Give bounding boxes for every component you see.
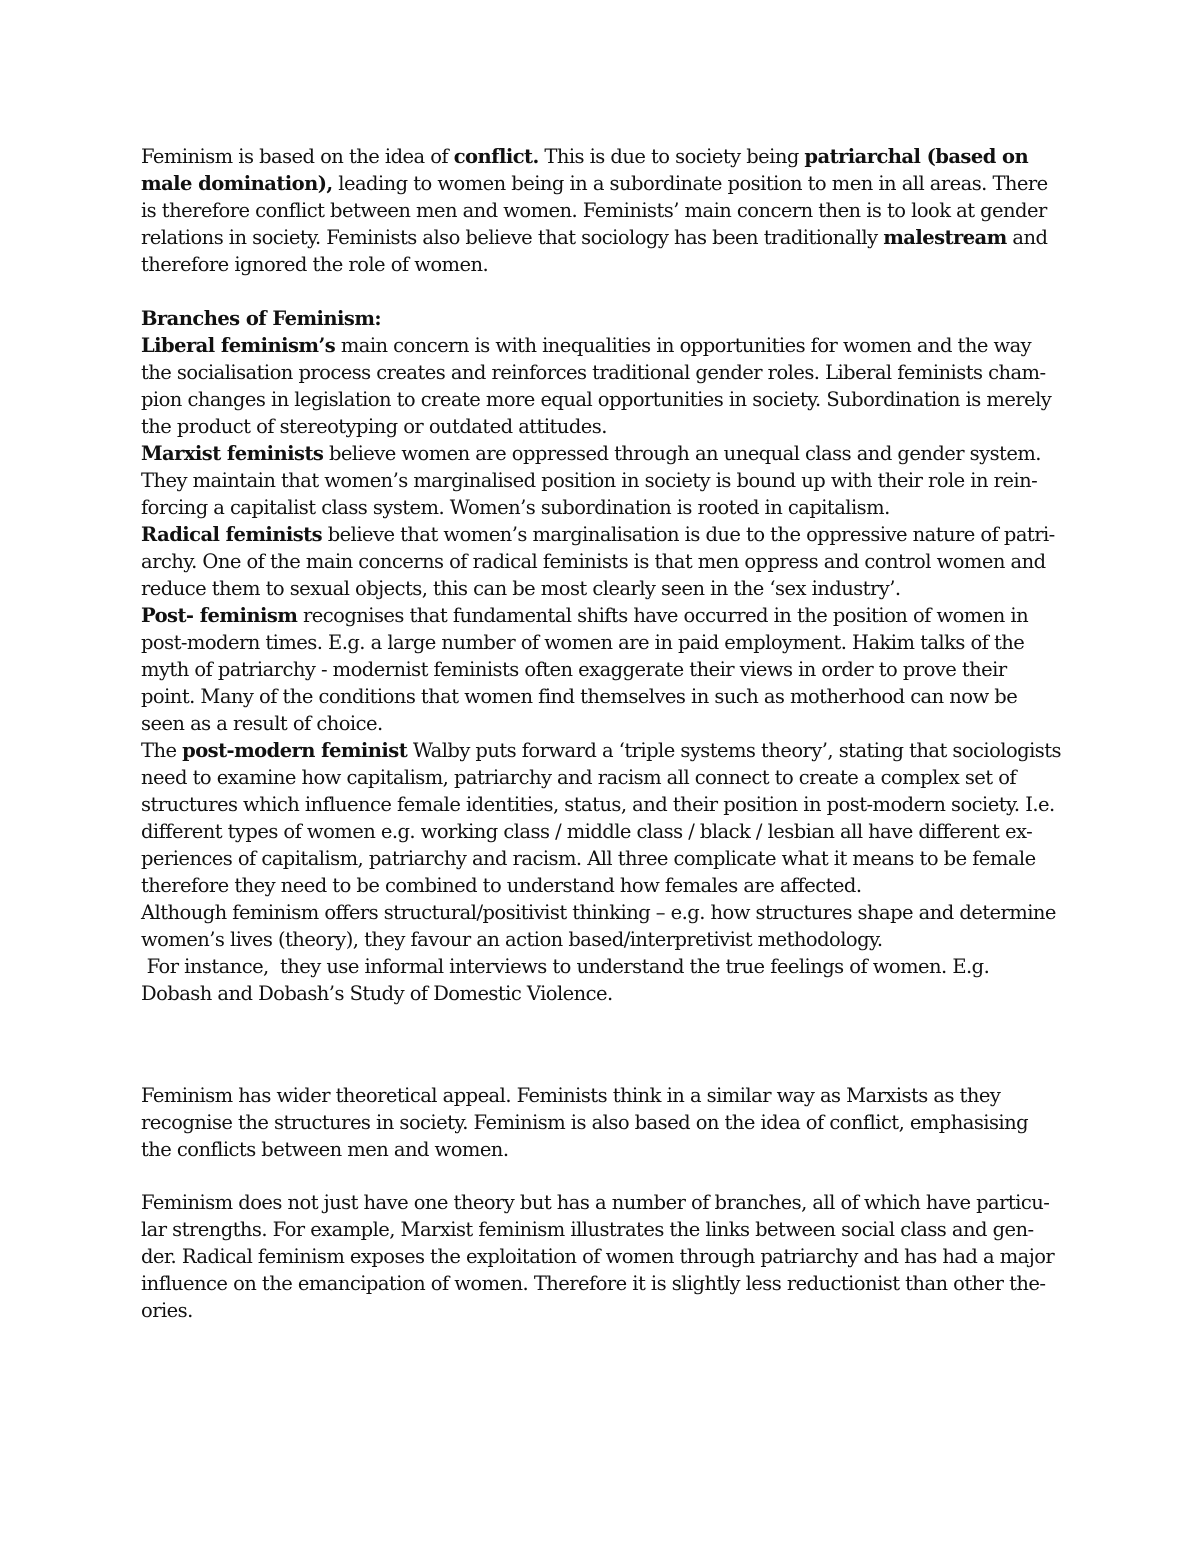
branches-line: [141, 953, 1071, 980]
branches-line: [141, 602, 1071, 629]
bold-text: Liberal feminism’s: [141, 334, 336, 357]
branches-line: [141, 872, 1071, 899]
text-run: the conflicts between men and women.: [141, 1138, 509, 1161]
intro-line: [141, 224, 1071, 251]
bold-text: conflict.: [453, 145, 539, 168]
text-run: periences of capitalism, patriarchy and racism. All three complicate what it means to be female: [141, 847, 1036, 870]
branches-line: [141, 710, 1071, 737]
branches-line: [141, 386, 1071, 413]
text-run: need to examine how capitalism, patriarchy and racism all connect to create a complex set of: [141, 766, 1017, 789]
text-run: and: [1006, 226, 1048, 249]
text-run: leading to women being in a subordinate position to men in all areas. There: [332, 172, 1048, 195]
text-run: They maintain that women’s marginalised position in society is bound up with their role in rein-: [141, 469, 1038, 492]
text-run: pion changes in legislation to create more equal opportunities in society. Subordination is merely: [141, 388, 1052, 411]
branches-line: [141, 845, 1071, 872]
text-run: different types of women e.g. working class / middle class / black / lesbian all have different ex-: [141, 820, 1033, 843]
strengths-line: [141, 1189, 1071, 1216]
text-run: point. Many of the conditions that women find themselves in such as motherhood can now be: [141, 685, 1018, 708]
intro-line: [141, 197, 1071, 224]
intro-line: [141, 170, 1071, 197]
text-run: ories.: [141, 1299, 193, 1322]
bold-text: patriarchal (based on: [804, 145, 1029, 168]
text-run: the socialisation process creates and reinforces traditional gender roles. Liberal feminists cham-: [141, 361, 1046, 384]
bold-text: male domination),: [141, 172, 333, 195]
bold-text: Post- feminism: [141, 604, 298, 627]
intro-line: [141, 251, 1071, 278]
branches-line: [141, 656, 1071, 683]
text-run: Feminism has wider theoretical appeal. Feminists think in a similar way as Marxists as they: [141, 1084, 1001, 1107]
text-run: Feminism is based on the idea of: [141, 145, 454, 168]
bold-text: malestream: [883, 226, 1007, 249]
branches-line: [141, 629, 1071, 656]
branches-line: [141, 737, 1071, 764]
text-run: Feminism does not just have one theory but has a number of branches, all of which have particu-: [141, 1191, 1050, 1214]
branches-line: [141, 683, 1071, 710]
branches-line: [141, 899, 1071, 926]
text-run: Although feminism offers structural/positivist thinking – e.g. how structures shape and determine: [141, 901, 1056, 924]
text-run: archy. One of the main concerns of radical feminists is that men oppress and control women and: [141, 550, 1046, 573]
text-run: recognise the structures in society. Feminism is also based on the idea of conflict, emphasising: [141, 1111, 1029, 1134]
text-run: myth of patriarchy - modernist feminists often exaggerate their views in order to prove their: [141, 658, 1007, 681]
branches-line: [141, 467, 1071, 494]
branches-line: [141, 980, 1071, 1007]
text-run: main concern is with inequalities in opportunities for women and the way: [335, 334, 1032, 357]
branches-line: [141, 764, 1071, 791]
text-run: post-modern times. E.g. a large number of women are in paid employment. Hakim talks of the: [141, 631, 1025, 654]
text-run: seen as a result of choice.: [141, 712, 383, 735]
text-run: der. Radical feminism exposes the exploitation of women through patriarchy and has had a major: [141, 1245, 1055, 1268]
appeal-paragraph: [141, 1082, 1071, 1163]
branches-line: [141, 440, 1071, 467]
appeal-line: [141, 1109, 1071, 1136]
branches-line: [141, 548, 1071, 575]
strengths-line: [141, 1270, 1071, 1297]
text-run: recognises that fundamental shifts have occurred in the position of women in: [297, 604, 1029, 627]
text-run: Dobash and Dobash’s Study of Domestic Violence.: [141, 982, 613, 1005]
bold-text: post-modern feminist: [182, 739, 408, 762]
branches-line: [141, 575, 1071, 602]
branches-line: [141, 521, 1071, 548]
strengths-line: [141, 1243, 1071, 1270]
text-run: therefore ignored the role of women.: [141, 253, 489, 276]
branches-line: [141, 413, 1071, 440]
branches-line: [141, 818, 1071, 845]
appeal-line: [141, 1136, 1071, 1163]
branches-line: [141, 791, 1071, 818]
section-heading: Branches of Feminism:: [141, 307, 382, 330]
branches-line: [141, 332, 1071, 359]
appeal-line: [141, 1082, 1071, 1109]
branches-section: [141, 305, 1071, 1007]
text-run: women’s lives (theory), they favour an action based/interpretivist methodology.: [141, 928, 883, 951]
text-run: is therefore conflict between men and women. Feminists’ main concern then is to look at gender: [141, 199, 1047, 222]
strengths-paragraph: [141, 1189, 1071, 1324]
text-run: The: [141, 739, 183, 762]
branches-line: [141, 359, 1071, 386]
text-run: believe that women’s marginalisation is due to the oppressive nature of patri-: [322, 523, 1055, 546]
strengths-line: [141, 1216, 1071, 1243]
text-run: influence on the emancipation of women. Therefore it is slightly less reductionist than other the-: [141, 1272, 1046, 1295]
text-run: reduce them to sexual objects, this can be most clearly seen in the ‘sex industry’.: [141, 577, 901, 600]
branches-paragraphs: [141, 332, 1071, 1007]
text-run: For instance, they use informal interviews to understand the true feelings of women. E.g.: [141, 955, 990, 978]
bold-text: Radical feminists: [141, 523, 323, 546]
text-run: forcing a capitalist class system. Women’s subordination is rooted in capitalism.: [141, 496, 890, 519]
text-run: lar strengths. For example, Marxist feminism illustrates the links between social class and gen-: [141, 1218, 1034, 1241]
bold-text: Marxist feminists: [141, 442, 324, 465]
text-run: relations in society. Feminists also believe that sociology has been traditionally: [141, 226, 884, 249]
text-run: Walby puts forward a ‘triple systems theory’, stating that sociologists: [407, 739, 1061, 762]
branches-line: [141, 494, 1071, 521]
intro-paragraph: [141, 143, 1071, 278]
intro-line: [141, 143, 1071, 170]
text-run: therefore they need to be combined to understand how females are affected.: [141, 874, 862, 897]
text-run: This is due to society being: [538, 145, 805, 168]
text-run: structures which influence female identities, status, and their position in post-modern society. I.e.: [141, 793, 1055, 816]
text-run: the product of stereotyping or outdated attitudes.: [141, 415, 607, 438]
strengths-line: [141, 1297, 1071, 1324]
branches-line: [141, 926, 1071, 953]
text-run: believe women are oppressed through an unequal class and gender system.: [323, 442, 1041, 465]
